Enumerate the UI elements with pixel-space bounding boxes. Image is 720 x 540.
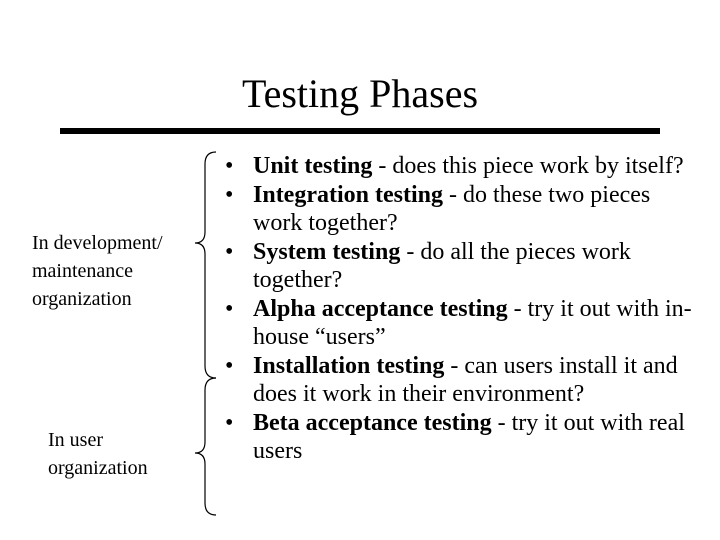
phase-term: Installation testing [253, 352, 445, 379]
list-item [225, 295, 705, 352]
phase-description: - do all the pieces work together? [253, 238, 631, 293]
phase-description: - try it out with real users [253, 409, 685, 464]
phase-term: Unit testing [253, 153, 373, 179]
user-label-line: organization [48, 457, 148, 479]
development-label-line: In development/ [32, 232, 163, 254]
phase-description: - does this piece work by itself? [372, 153, 684, 179]
list-item [225, 409, 705, 466]
bullet-icon: • [225, 295, 234, 322]
list-item [225, 152, 705, 181]
list-item [225, 181, 705, 238]
phase-description: - can users install it and does it work in their environment? [253, 352, 678, 407]
slide-title: Testing Phases [241, 71, 479, 116]
bullet-icon: • [225, 153, 234, 179]
bullet-icon: • [225, 181, 234, 208]
phase-term: Integration testing [253, 181, 443, 208]
phase-term: Alpha acceptance testing [253, 295, 508, 322]
user-label-line: In user [48, 429, 103, 451]
testing-phase-list [225, 152, 705, 466]
development-brace [195, 152, 216, 378]
development-label-line: maintenance [32, 260, 134, 282]
development-label-line: organization [32, 288, 132, 310]
phase-description: - do these two pieces work together? [253, 181, 651, 236]
phase-description: - try it out with in-house “users” [253, 295, 692, 350]
user-brace [195, 378, 216, 515]
phase-term: System testing [253, 238, 401, 265]
list-item [225, 238, 705, 295]
bullet-icon: • [225, 238, 234, 265]
phase-term: Beta acceptance testing [253, 409, 492, 436]
list-item [225, 352, 705, 409]
bullet-icon: • [225, 352, 234, 379]
bullet-icon: • [225, 409, 234, 436]
